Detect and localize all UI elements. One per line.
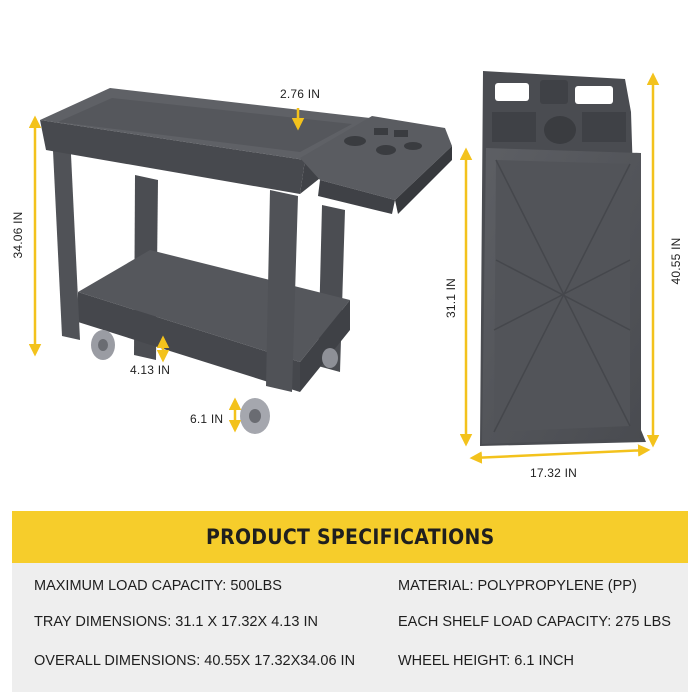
spec-overall-dimensions bbox=[34, 653, 355, 669]
spec-label: MAXIMUM LOAD CAPACITY: bbox=[34, 578, 227, 594]
spec-label: EACH SHELF LOAD CAPACITY: bbox=[398, 614, 612, 630]
specs-panel bbox=[12, 511, 688, 692]
spec-value: 31.1 X 17.32X 4.13 IN bbox=[175, 614, 318, 630]
spec-value: 40.55X 17.32X34.06 IN bbox=[204, 653, 356, 669]
dim-wheel-label: 6.1 IN bbox=[190, 412, 224, 426]
spec-material bbox=[398, 578, 637, 594]
utility-cart bbox=[40, 88, 452, 434]
tray-top-view bbox=[480, 71, 646, 446]
spec-max-load bbox=[34, 578, 282, 594]
dim-tray-length-label: 31.1 IN bbox=[444, 277, 458, 319]
dim-shelf-depth-label: 4.13 IN bbox=[130, 363, 171, 377]
dim-tray-lip-label: 2.76 IN bbox=[280, 87, 321, 101]
spec-value: 6.1 INCH bbox=[514, 653, 574, 669]
dim-overall-length-label: 40.55 IN bbox=[669, 237, 683, 285]
dim-cart-height-label: 34.06 IN bbox=[11, 211, 25, 259]
spec-label: MATERIAL: bbox=[398, 578, 474, 594]
spec-tray-dimensions bbox=[34, 614, 318, 630]
specs-title: PRODUCT SPECIFICATIONS bbox=[205, 525, 495, 549]
spec-label: OVERALL DIMENSIONS: bbox=[34, 653, 201, 669]
spec-value: 500LBS bbox=[230, 578, 282, 594]
spec-label: TRAY DIMENSIONS: bbox=[34, 614, 172, 630]
spec-wheel-height bbox=[398, 653, 574, 669]
dim-tray-width-label: 17.32 IN bbox=[530, 466, 577, 480]
specs-header bbox=[12, 511, 688, 563]
spec-value: 275 LBS bbox=[615, 614, 671, 630]
spec-value: POLYPROPYLENE (PP) bbox=[477, 578, 637, 594]
spec-shelf-load bbox=[398, 614, 671, 630]
spec-label: WHEEL HEIGHT: bbox=[398, 653, 511, 669]
